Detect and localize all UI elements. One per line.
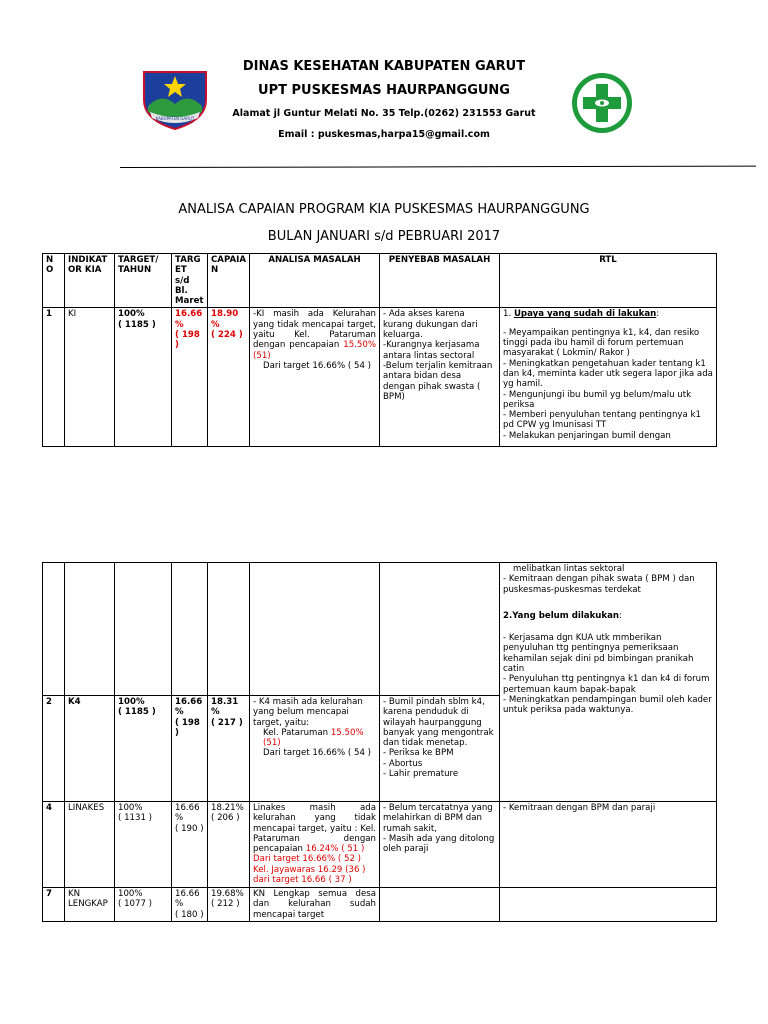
rtl-item: - Meyampaikan pentingnya k1, k4, dan resiko tinggi pada ibu hamil di forum pertemuan masyarakat ( Lokmin/ Rakor ) xyxy=(503,327,700,359)
row-capaian: 19.68% ( 212 ) xyxy=(208,888,250,922)
header-analisa: ANALISA MASALAH xyxy=(250,254,380,308)
penyebab-item: -Belum terjalin kemitraan antara bidan desa dengan pihak swasta ( BPM) xyxy=(383,360,493,402)
header-rtl: RTL xyxy=(500,254,717,308)
capaian-pct: 18.90 % xyxy=(211,309,239,330)
rtl-item: - Kerjasama dgn KUA utk mmberikan penyuluhan ttg pentingnya pemeriksaan kehamilan sejak dini pd bimbingan pranikah catin xyxy=(503,633,694,675)
rtl-item: - Memberi penyuluhan tentang pentingnya k1 pd CPW yg Imunisasi TT xyxy=(503,410,701,431)
left-logo-band-text: KABUPATEN GARUT xyxy=(155,116,195,121)
analisa-target: Dari target 16.66% ( 54 ) xyxy=(263,360,372,371)
header-target-bl: TARG ET s/d Bl. Maret xyxy=(172,254,208,308)
analisa-pct: 15.50% (51) xyxy=(253,340,377,361)
table-row-ki xyxy=(43,308,717,447)
penyebab-item: -Kurangnya kerjasama antara lintas sectoral xyxy=(383,340,480,361)
row-no: 1 xyxy=(43,308,65,447)
rtl-item: - Melakukan penjaringan bumil dengan xyxy=(503,430,671,441)
row-analisa: - K4 masih ada kelurahan yang belum mencapai target, yaitu: Kel. Pataruman 15.50% (51) Dari target 16.66% ( 54 ) xyxy=(250,696,380,802)
target-bl-pct: 16.66 % xyxy=(175,309,203,330)
analysis-table-page1 xyxy=(42,253,717,447)
rtl-item: - Meningkatkan pengetahuan kader tentang k1 dan k4, meminta kader utk segera lapor jika ada yg hamil. xyxy=(503,358,713,390)
row-target-bl: 16.66 % ( 198 ) xyxy=(172,696,208,802)
row-no: 4 xyxy=(43,802,65,888)
row-indikator: K4 xyxy=(65,696,115,802)
row-target-bl: 16.66 % ( 180 ) xyxy=(172,888,208,922)
row-analisa: KN Lengkap semua desa dan kelurahan sudah mencapai target xyxy=(250,888,380,922)
table-row-continuation xyxy=(43,563,717,696)
header-rule xyxy=(120,166,756,168)
rtl-heading: 1. Upaya yang sudah di lakukan: xyxy=(503,309,660,320)
document-title: ANALISA CAPAIAN PROGRAM KIA PUSKESMAS HAURPANGGUNG xyxy=(178,202,590,217)
row-capaian: 18.31 % ( 217 ) xyxy=(208,696,250,802)
table-row-linakes xyxy=(43,802,717,888)
rtl-item: - Mengunjungi ibu bumil yg belum/malu utk periksa xyxy=(503,389,692,410)
row-capaian: 18.21% ( 206 ) xyxy=(208,802,250,888)
left-logo xyxy=(138,66,212,132)
row-no: 2 xyxy=(43,696,65,802)
puskesmas-name: UPT PUSKESMAS HAURPANGGUNG xyxy=(258,83,510,98)
row-penyebab: - Bumil pindah sblm k4, karena penduduk di wilayah haurpanggung banyak yang mengontrak dan tidak menetap. - Periksa ke BPM - Abortus - Lahir premature xyxy=(380,696,500,802)
row-indikator: KN LENGKAP xyxy=(65,888,115,922)
row-penyebab xyxy=(380,308,500,447)
row-no: 7 xyxy=(43,888,65,922)
row-analisa xyxy=(250,308,380,447)
address: Alamat jl Guntur Melati No. 35 Telp.(0262) 231553 Garut xyxy=(232,108,536,119)
header-indikator: INDIKAT OR KIA xyxy=(65,254,115,308)
row-indikator: KI xyxy=(65,308,115,447)
rtl-heading-2: 2.Yang belum dilakukan: xyxy=(503,610,622,621)
row-capaian xyxy=(208,308,250,447)
row-target-bl: 16.66 % ( 190 ) xyxy=(172,802,208,888)
target-bl-abs: ( 198 ) xyxy=(175,330,200,351)
target-pct: 100% xyxy=(118,309,145,320)
email: Email : puskesmas,harpa15@gmail.com xyxy=(278,129,490,140)
penyebab-item: - Ada akses karena kurang dukungan dari keluarga. xyxy=(383,309,478,341)
row-target-tahun: 100% ( 1077 ) xyxy=(115,888,172,922)
right-logo xyxy=(569,70,635,136)
row-rtl xyxy=(500,308,717,447)
row-rtl: - Kemitraan dengan BPM dan paraji xyxy=(500,802,717,888)
row-target-bl xyxy=(172,308,208,447)
table-row-kn-lengkap xyxy=(43,888,717,922)
table-header-row xyxy=(43,254,717,308)
row-target-tahun xyxy=(115,308,172,447)
row-target-tahun: 100% ( 1185 ) xyxy=(115,696,172,802)
header-target-tahun: TARGET/ TAHUN xyxy=(115,254,172,308)
row-target-tahun: 100% ( 1131 ) xyxy=(115,802,172,888)
header-capaian: CAPAIA N xyxy=(208,254,250,308)
rtl-item: - Meningkatkan pendampingan bumil oleh kader untuk periksa pada waktunya. xyxy=(503,694,712,716)
header-penyebab: PENYEBAB MASALAH xyxy=(380,254,500,308)
rtl-item: - Penyuluhan ttg pentingnya k1 dan k4 di forum pertemuan kaum bapak-bapak xyxy=(503,674,710,695)
rtl-item: - Kemitraan dengan pihak swata ( BPM ) dan puskesmas-puskesmas terdekat xyxy=(503,574,695,595)
capaian-abs: ( 224 ) xyxy=(211,330,243,341)
analysis-table-page2 xyxy=(42,562,717,922)
row-analisa: Linakes masih ada kelurahan yang tidak mencapai target, yaitu : Kel. Pataruman dengan pencapaian 16.24% ( 51 ) Dari target 16.66% ( 52 ) Kel. Jayawaras 16.29 (36 ) dari target 16.66 ( 37 ) xyxy=(250,802,380,888)
agency-name: DINAS KESEHATAN KABUPATEN GARUT xyxy=(242,59,526,74)
row-penyebab: - Belum tercatatnya yang melahirkan di BPM dan rumah sakit, - Masih ada yang ditolong oleh paraji xyxy=(380,802,500,888)
target-abs: ( 1185 ) xyxy=(118,319,156,330)
row-indikator: LINAKES xyxy=(65,802,115,888)
row-rtl-continued xyxy=(500,563,717,802)
header-no: N O xyxy=(43,254,65,308)
document-period: BULAN JANUARI s/d PEBRUARI 2017 xyxy=(267,229,501,244)
analisa-text: -KI masih ada Kelurahan yang tidak mencapai target, yaitu Kel. Pataruman dengan pencapaian xyxy=(253,309,376,351)
rtl-item: melibatkan lintas sektoral xyxy=(513,564,625,574)
